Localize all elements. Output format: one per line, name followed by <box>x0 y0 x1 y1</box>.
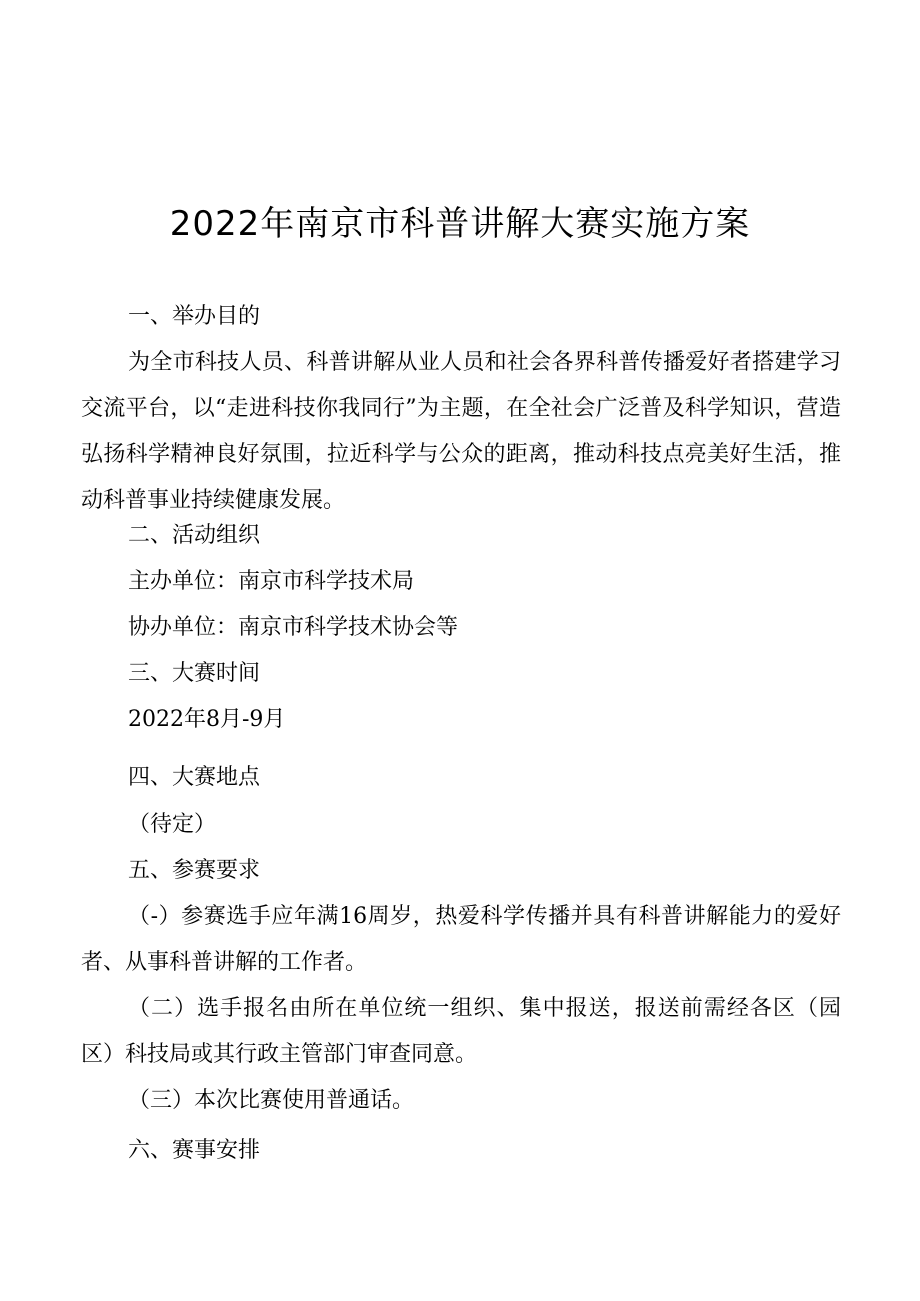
cohost-unit: 协办单位：南京市科学技术协会等 <box>128 615 459 640</box>
section-2 <box>81 513 841 743</box>
contest-location: （待定） <box>128 812 217 837</box>
requirement-item: （二）选手报名由所在单位统一组织、集中报送，报送前需经各区（园区）科技局或其行政主管部门审查同意。 <box>81 996 841 1067</box>
section-4 <box>81 755 841 801</box>
section-heading: 六、赛事安排 <box>128 1138 261 1163</box>
section-heading: 五、参赛要求 <box>128 858 261 883</box>
section-heading: 一、举办目的 <box>128 304 261 329</box>
paragraph: 为全市科技人员、科普讲解从业人员和社会各界科普传播爱好者搭建学习交流平台，以“走进科技你我同行”为主题，在全社会广泛普及科学知识，营造弘扬科学精神良好氛围，拉近科学与公众的距离，推动科技点亮美好生活，推动科普事业持续健康发展。 <box>81 350 841 513</box>
section-1 <box>81 294 841 524</box>
host-unit: 主办单位：南京市科学技术局 <box>128 569 415 594</box>
requirement-item: （三）本次比赛使用普通话。 <box>128 1088 415 1113</box>
section-heading: 三、大赛时间 <box>128 661 261 686</box>
section-6 <box>81 1128 841 1174</box>
section-4-value <box>81 802 841 1124</box>
requirement-item: （-）参赛选手应年满16周岁，热爱科学传播并具有科普讲解能力的爱好者、从事科普讲解的工作者。 <box>81 904 841 975</box>
section-heading: 四、大赛地点 <box>128 765 261 790</box>
document-title: 2022年南京市科普讲解大赛实施方案 <box>169 204 751 244</box>
section-heading: 二、活动组织 <box>128 523 261 548</box>
contest-time: 2022年8月-9月 <box>128 707 286 732</box>
